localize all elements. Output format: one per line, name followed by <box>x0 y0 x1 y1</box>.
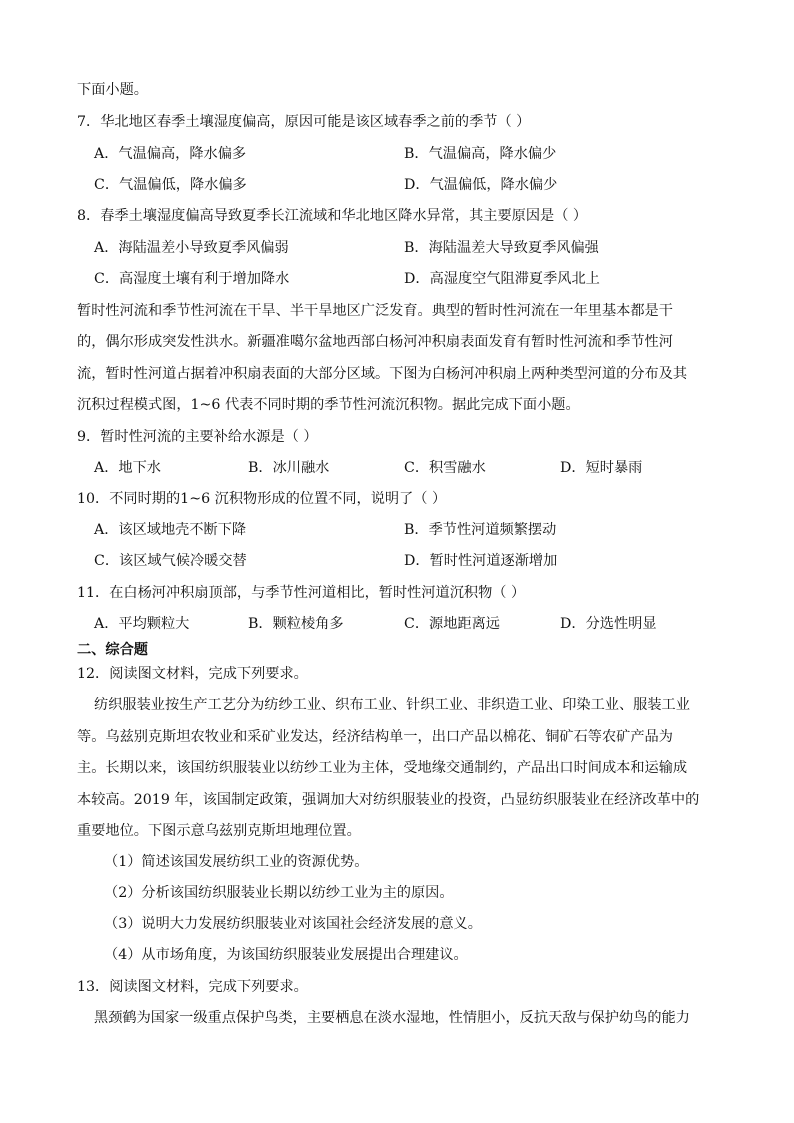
q13-passage-line: 黑颈鹤为国家一级重点保护鸟类，主要栖息在淡水湿地，性情胆小，反抗天敌与保护幼鸟的能力 <box>94 1010 690 1026</box>
question-10-option-a: A．该区域地壳不断下降 <box>94 522 247 538</box>
passage-line: 流，暂时性河道占据着冲积扇表面的大部分区域。下图为白杨河冲积扇上两种类型河道的分布及其 <box>77 366 688 382</box>
section-heading: 二、综合题 <box>77 642 148 658</box>
question-7-stem: 7．华北地区春季土壤湿度偏高，原因可能是该区域春季之前的季节（ ） <box>77 114 531 130</box>
question-8-option-c: C．高湿度土壤有利于增加降水 <box>94 271 290 287</box>
question-10-option-c: C．该区域气候冷暖交替 <box>94 553 247 569</box>
q12-subquestion-1: （1）简述该国发展纺织工业的资源优势。 <box>104 854 369 870</box>
question-11-option-c: C．源地距离远 <box>404 616 500 632</box>
question-11-stem: 11．在白杨河冲积扇顶部，与季节性河道相比，暂时性河道沉积物（ ） <box>77 585 526 601</box>
passage-line: 沉积过程模式图，1~6 代表不同时期的季节性河流沉积物。据此完成下面小题。 <box>77 397 580 413</box>
question-7-option-a: A．气温偏高，降水偏多 <box>94 146 247 162</box>
question-13-stem: 13．阅读图文材料，完成下列要求。 <box>77 979 308 995</box>
q12-subquestion-4: （4）从市场角度，为该国纺织服装业发展提出合理建议。 <box>104 947 468 963</box>
q12-passage-line: 纺织服装业按生产工艺分为纺纱工业、织布工业、针织工业、非织造工业、印染工业、服装工业 <box>94 697 690 713</box>
question-12-stem: 12．阅读图文材料，完成下列要求。 <box>77 666 308 682</box>
question-7-option-d: D．气温偏低，降水偏少 <box>404 177 558 193</box>
question-9-option-d: D．短时暴雨 <box>560 460 643 476</box>
question-11-option-a: A．平均颗粒大 <box>94 616 190 632</box>
question-8-option-d: D．高湿度空气阻滞夏季风北上 <box>404 271 600 287</box>
question-9-option-c: C．积雪融水 <box>404 460 486 476</box>
passage-line: 暂时性河流和季节性河流在干旱、半干旱地区广泛发育。典型的暂时性河流在一年里基本都是干 <box>77 303 673 319</box>
question-10-option-b: B．季节性河道频繁摆动 <box>404 522 557 538</box>
q12-passage-line: 等。乌兹别克斯坦农牧业和采矿业发达，经济结构单一，出口产品以棉花、铜矿石等农矿产品为 <box>77 729 673 745</box>
question-10-option-d: D．暂时性河道逐渐增加 <box>404 553 558 569</box>
question-11-option-b: B．颗粒棱角多 <box>248 616 344 632</box>
question-9-stem: 9．暂时性河流的主要补给水源是（ ） <box>77 429 318 445</box>
question-9-option-b: B．冰川融水 <box>248 460 330 476</box>
question-7-option-c: C．气温偏低，降水偏多 <box>94 177 247 193</box>
question-10-stem: 10．不同时期的1~6 沉积物形成的位置不同，说明了（ ） <box>77 491 447 507</box>
carryover-text: 下面小题。 <box>77 82 148 98</box>
passage-line: 的，偶尔形成突发性洪水。新疆准噶尔盆地西部白杨河冲积扇表面发育有暂时性河流和季节性河 <box>77 334 673 350</box>
question-8-option-a: A．海陆温差小导致夏季风偏弱 <box>94 240 289 256</box>
question-8-option-b: B．海陆温差大导致夏季风偏强 <box>404 240 599 256</box>
q12-subquestion-3: （3）说明大力发展纺织服装业对该国社会经济发展的意义。 <box>104 916 482 932</box>
question-7-option-b: B．气温偏高，降水偏少 <box>404 146 557 162</box>
question-8-stem: 8．春季土壤湿度偏高导致夏季长江流域和华北地区降水异常，其主要原因是（ ） <box>77 208 588 224</box>
q12-passage-line: 重要地位。下图示意乌兹别克斯坦地理位置。 <box>77 823 361 839</box>
question-9-option-a: A．地下水 <box>94 460 161 476</box>
question-11-option-d: D．分选性明显 <box>560 616 657 632</box>
q12-passage-line: 本较高。2019 年，该国制定政策，强调加大对纺织服装业的投资，凸显纺织服装业在经济改革中的 <box>77 792 700 808</box>
q12-subquestion-2: （2）分析该国纺织服装业长期以纺纱工业为主的原因。 <box>104 885 454 901</box>
q12-passage-line: 主。长期以来，该国纺织服装业以纺纱工业为主体，受地缘交通制约，产品出口时间成本和运输成 <box>77 760 688 776</box>
